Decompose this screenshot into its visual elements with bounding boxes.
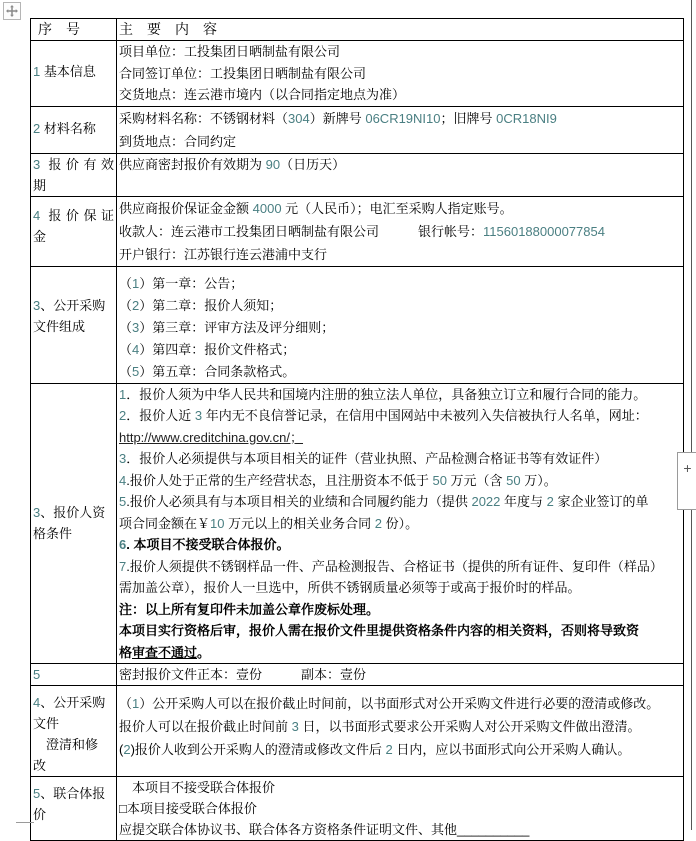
cell-line: 4.报价人处于正常的生产经营状态，且注册资本不低于 50 万元（含 50 万）。 xyxy=(119,472,557,488)
row-content-copies[interactable] xyxy=(117,664,684,686)
cell-line: 开户银行：江苏银行连云港浦中支行 xyxy=(119,246,328,262)
cell-line: 3．报价人必须提供与本项目相关的证件（营业执照、产品检测合格证书等有效证件） xyxy=(119,451,608,466)
row-label-clarification-modification[interactable] xyxy=(31,686,117,777)
margin-tick xyxy=(16,822,34,823)
header-cell-main[interactable]: 主 要 内 容 xyxy=(117,19,684,41)
row-content-quote-deposit[interactable] xyxy=(117,196,684,266)
row-label-line: 文件组成 xyxy=(33,318,86,334)
table-row xyxy=(31,777,684,841)
row-label-line: 格条件 xyxy=(33,525,73,541)
cell-line: 应提交联合体协议书、联合体各方资格条件证明文件、其他__________ xyxy=(119,822,530,837)
row-content-material-name[interactable] xyxy=(117,106,684,153)
table-row xyxy=(31,153,684,196)
row-label-line: 5 xyxy=(33,667,41,682)
row-label-quote-validity[interactable] xyxy=(31,153,117,196)
cell-line: 合同签订单位：工投集团日晒制盐有限公司 xyxy=(119,65,367,81)
row-label-line: 文件 xyxy=(33,716,60,731)
cell-line: （1）第一章：公告； xyxy=(119,275,244,291)
cell-line: 报价人可以在报价截止时间前 3 日，以书面形式要求公开采购人对公开采购文件做出澄清。 xyxy=(119,719,641,734)
cell-line: 采购材料名称：不锈钢材料（304）新牌号 06CR19NI10；旧牌号 0CR18NI9 xyxy=(119,110,557,126)
side-plus-control[interactable]: + xyxy=(677,452,696,510)
cell-line: 2．报价人近 3 年内无不良信誉记录，在信用中国网站中未被列入失信被执行人名单，网址： xyxy=(119,408,648,423)
cell-line: 本项目不接受联合体报价 xyxy=(119,780,276,795)
cell-line: 项合同金额在￥10 万元以上的相关业务合同 2 份）。 xyxy=(119,515,419,531)
table-row xyxy=(31,106,684,153)
cell-line: 7.报价人须提供不锈钢样品一件、产品检测报告、合格证书（提供的所有证件、复印件（样品） xyxy=(119,558,663,574)
row-content-bidder-qualifications[interactable] xyxy=(117,383,684,664)
tail-prefix: 格 xyxy=(119,644,133,660)
procurement-info-table xyxy=(30,18,684,841)
table-header-row xyxy=(31,19,684,41)
table-row xyxy=(31,41,684,107)
cell-line: （1）公开采购人可以在报价截止时间前，以书面形式对公开采购文件进行必要的澄清或修改。 xyxy=(119,696,660,711)
window-edge-line xyxy=(691,0,692,830)
header-cell-seq[interactable]: 序 号 xyxy=(31,19,117,41)
cell-line: 1．报价人须为中华人民共和国境内注册的独立法人单位，具备独立订立和履行合同的能力。 xyxy=(119,386,647,402)
cell-line-bold: 本项目实行资格后审，报价人需在报价文件里提供资格条件内容的相关资料，否则将导致资 xyxy=(119,623,640,638)
cell-line: （3）第三章：评审方法及评分细则； xyxy=(119,319,335,335)
row-content-document-composition[interactable] xyxy=(117,266,684,383)
table-row xyxy=(31,266,684,383)
move-arrows-icon xyxy=(6,5,18,17)
row-label-line: 改 xyxy=(33,758,47,773)
row-label-line: 3、公开采购 xyxy=(33,297,106,313)
row-label-line: 3 报价有效 xyxy=(33,156,114,172)
row-content-consortium-bid[interactable] xyxy=(117,777,684,841)
cell-line: 到货地点：合同约定 xyxy=(119,133,237,149)
cell-line: 供应商报价保证金金额 4000 元（人民币）；电汇至采购人指定账号。 xyxy=(119,200,513,216)
cell-line: 需加盖公章），报价人一旦选中，所供不锈钢质量必须等于或高于报价时的样品。 xyxy=(119,580,581,595)
cell-line: （2）第二章：报价人须知； xyxy=(119,297,283,313)
row-label-material-name[interactable] xyxy=(31,106,117,153)
row-content-clarification-modification[interactable] xyxy=(117,686,684,777)
row-label-line: 期 xyxy=(33,177,47,193)
cell-line-checkbox-option[interactable]: □本项目接受联合体报价 xyxy=(119,801,257,816)
cell-line: 5.报价人必须具有与本项目相关的业绩和合同履约能力（提供 2022 年度与 2 家企业签订的单 xyxy=(119,494,649,509)
row-label-line: 3、报价人资 xyxy=(33,504,106,520)
row-label-document-composition[interactable] xyxy=(31,266,117,383)
table-row xyxy=(31,664,684,686)
row-label-line: 1 基本信息 xyxy=(33,64,96,79)
row-label-quote-deposit[interactable] xyxy=(31,196,117,266)
row-label-consortium-bid[interactable] xyxy=(31,777,117,841)
cell-line-bold-underline-tail xyxy=(119,642,681,664)
row-label-line: 4、公开采购 xyxy=(33,695,106,710)
row-label-line: 金 xyxy=(33,228,47,244)
row-label-line: 2 材料名称 xyxy=(33,120,96,136)
credit-china-link[interactable]: http://www.creditchina.gov.cn/； xyxy=(119,429,304,445)
row-content-basic-info[interactable] xyxy=(117,41,684,107)
row-label-basic-info[interactable] xyxy=(31,41,117,107)
cell-line: 密封报价文件正本：壹份 副本：壹份 xyxy=(119,667,367,682)
cell-line-note-bold: 注：以上所有复印件未加盖公章作废标处理。 xyxy=(119,601,380,617)
row-label-copies[interactable] xyxy=(31,664,117,686)
cell-line: 交货地点：连云港市境内（以合同指定地点为准） xyxy=(119,87,406,102)
tail-underlined: 审查不通过 xyxy=(132,644,198,660)
row-label-line: 澄清和修 xyxy=(33,737,99,752)
cell-line-bold: 6. 本项目不接受联合体报价。 xyxy=(119,537,290,552)
cell-line: （5）第五章：合同条款格式。 xyxy=(119,363,296,379)
cell-line: 项目单位：工投集团日晒制盐有限公司 xyxy=(119,44,341,59)
table-row xyxy=(31,686,684,777)
table-row xyxy=(31,196,684,266)
table-row xyxy=(31,383,684,664)
table-move-handle[interactable] xyxy=(3,2,21,20)
row-label-line: 5、联合体报 xyxy=(33,786,106,801)
row-content-quote-validity[interactable] xyxy=(117,153,684,196)
row-label-line: 4 报价保证 xyxy=(33,207,114,223)
cell-line: 收款人：连云港市工投集团日晒制盐有限公司 银行帐号：11560188000077854 xyxy=(119,223,605,239)
cell-line: （4）第四章：报价文件格式； xyxy=(119,341,296,357)
row-label-line: 价 xyxy=(33,807,47,822)
tail-suffix: 。 xyxy=(197,644,211,660)
cell-line: (2)报价人收到公开采购人的澄清或修改文件后 2 日内，应以书面形式向公开采购人确认。 xyxy=(119,742,631,757)
row-label-bidder-qualifications[interactable] xyxy=(31,383,117,664)
cell-line: 供应商密封报价有效期为 90（日历天） xyxy=(119,156,346,172)
